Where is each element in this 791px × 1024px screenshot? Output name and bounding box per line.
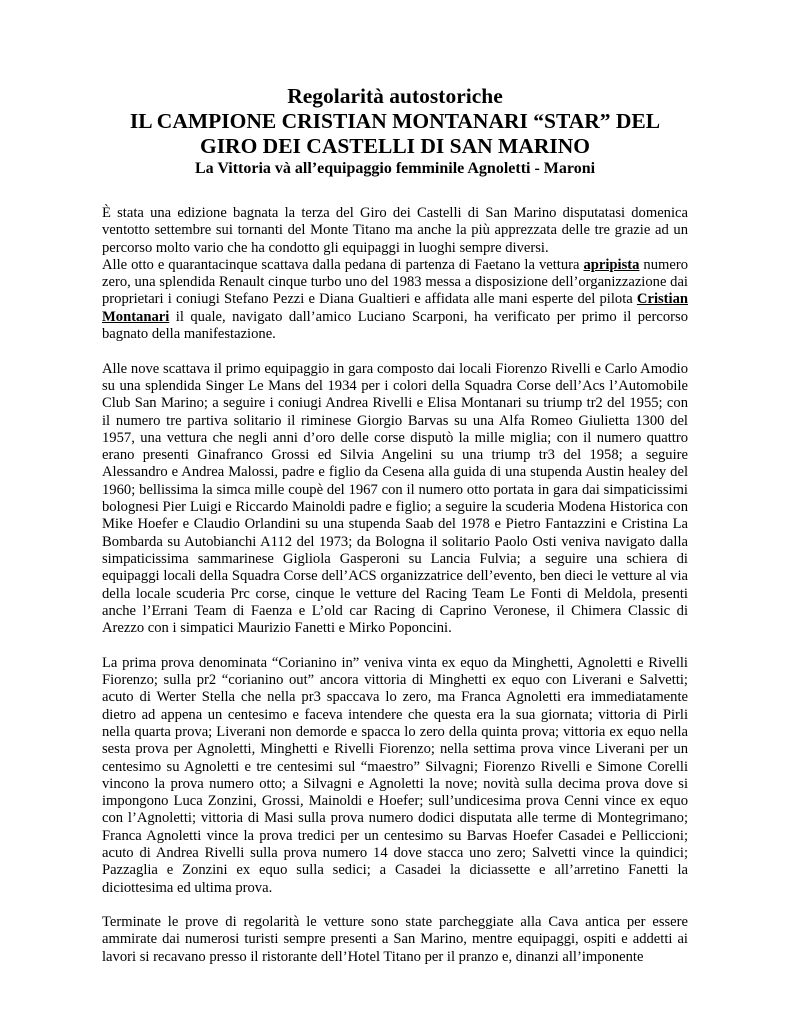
article-header xyxy=(102,84,688,179)
paragraph-2 xyxy=(102,257,688,343)
paragraph-3: Alle nove scattava il primo equipaggio in gara composto dai locali Fiorenzo Rivelli e Carlo Amodio su una splendida Singer Le Mans del 1934 per i colori della Squadra Corse dell’Acs l’Automobile Club San Marino; a seguire i coniugi Andrea Rivelli e Elisa Montanari su triump tr2 del 1955; con il numero tre partiva solitario il riminese Giorgio Barvas su una Alfa Romeo Giulietta 1300 del 1957, una vettura che negli anni d’oro delle corse disputò la mille miglia; con il numero quattro erano presenti Ginafranco Grossi ed Silvia Angelini su una triump tr3 del 1958; a seguire Alessandro e Andrea Malossi, padre e figlio da Cesena alla guida di una stupenda Austin healey del 1960; bellissima la simca mille coupè del 1967 con il numero otto portata in gara dai simpaticissimi bolognesi Pier Luigi e Riccardo Mainoldi padre e figlio; a seguire la scuderia Modena Historica con Mike Hoefer e Claudio Orlandini su una stupenda Saab del 1978 e Pietro Fantazzini e Cristina La Bombarda su Autobianchi A112 del 1973; da Bologna il solitario Paolo Osti veniva navigato dalla simpaticissima sammarinese Gigliola Gasperoni su Lancia Fulvia; a seguire una schiera di equipaggi locali della Squadra Corse dell’ACS organizzatrice dell’evento, ben dieci le vetture al via della locale scuderia Prc corse, cinque le vetture del Racing Team Le Fonti di Meldola, presenti anche l’Errani Team di Faenza e L’old car Racing di Caprino Veronese, il Chimera Classic di Arezzo con i simpatici Maurizio Fanetti e Mirko Poponcini. xyxy=(102,360,688,637)
article-title: IL CAMPIONE CRISTIAN MONTANARI “STAR” DEL GIRO DEI CASTELLI DI SAN MARINO xyxy=(129,109,661,158)
paragraph-gap xyxy=(102,637,688,654)
article-subtitle: La Vittoria và all’equipaggio femminile Agnoletti - Maroni xyxy=(194,160,596,177)
paragraph-2-text-e: il quale, navigato dall’amico Luciano Scarponi, ha verificato per primo il percorso bagnato della manifestazione. xyxy=(102,308,688,343)
paragraph-gap xyxy=(102,343,688,360)
paragraph-2-text-c: numero zero, una splendida Renault cinque turbo uno del 1983 messa a disposizione dell’organizzazione dai proprietari i coniugi Stefano Pezzi e Diana Gualtieri e affidata alle mani esperte del pilota xyxy=(102,256,688,308)
document-page xyxy=(102,84,688,966)
driver-name: Cristian Montanari xyxy=(102,291,688,325)
paragraph-4: La prima prova denominata “Corianino in” veniva vinta ex equo da Minghetti, Agnoletti e Rivelli Fiorenzo; sulla pr2 “corianino out” ancora vittoria di Minghetti ex equo con Liverani e Salvetti; acuto di Werter Stella che nella pr3 spaccava lo zero, ma Franca Agnoletti era immediatamente dietro ad appena un centesimo e faceva intendere che questa era la sua giornata; vittoria di Pirli nella quarta prova; Liverani non demorde e spacca lo zero della quinta prova; vittoria ex equo nella sesta prova per Agnoletti, Minghetti e Rivelli Fiorenzo; nella settima prova vince Liverani per un centesimo su Agnoletti e tre centesimi sul “maestro” Silvagni; Fiorenzo Rivelli e Simone Corelli vincono la prova numero otto; a Silvagni e Agnoletti la nove; novità sulla decima prova dove si impongono Luca Zonzini, Grossi, Mainoldi e Hoefer; sull’undicesima prova Cenni vince ex equo con l’Agnoletti; vittoria di Masi sulla prova numero dodici disputata alle terme di Montegrimano; Franca Agnoletti vince la prova tredici per un centesimo su Barvas Hoefer Casadei e Pelliccioni; acuto di Andrea Rivelli sulla prova numero 14 dove stacca uno zero; Salvetti vince la quindici; Pazzaglia e Zonzini ex equo sulla sedici; a Casadei la diciassette e all’arretino Fanetti la diciottesima ed ultima prova. xyxy=(102,654,688,896)
paragraph-2-text-a: Alle otto e quarantacinque scattava dalla pedana di partenza di Faetano la vettura xyxy=(102,256,584,273)
article-body xyxy=(102,205,688,966)
article-kicker: Regolarità autostoriche xyxy=(287,84,503,108)
apripista-term: apripista xyxy=(583,256,640,273)
paragraph-gap xyxy=(102,897,688,914)
paragraph-1: È stata una edizione bagnata la terza del Giro dei Castelli di San Marino disputatasi domenica ventotto settembre sui tornanti del Monte Titano ma anche la più apprezzata delle tre grazie ad un percorso molto vario che ha condotto gli equipaggi in luoghi sempre diversi. xyxy=(102,205,688,256)
paragraph-5: Terminate le prove di regolarità le vetture sono state parcheggiate alla Cava antica per essere ammirate dai numerosi turisti sempre presenti a San Marino, mentre equipaggi, ospiti e addetti ai lavori si recavano presso il ristorante dell’Hotel Titano per il pranzo e, dinanzi all’imponente xyxy=(102,914,688,965)
